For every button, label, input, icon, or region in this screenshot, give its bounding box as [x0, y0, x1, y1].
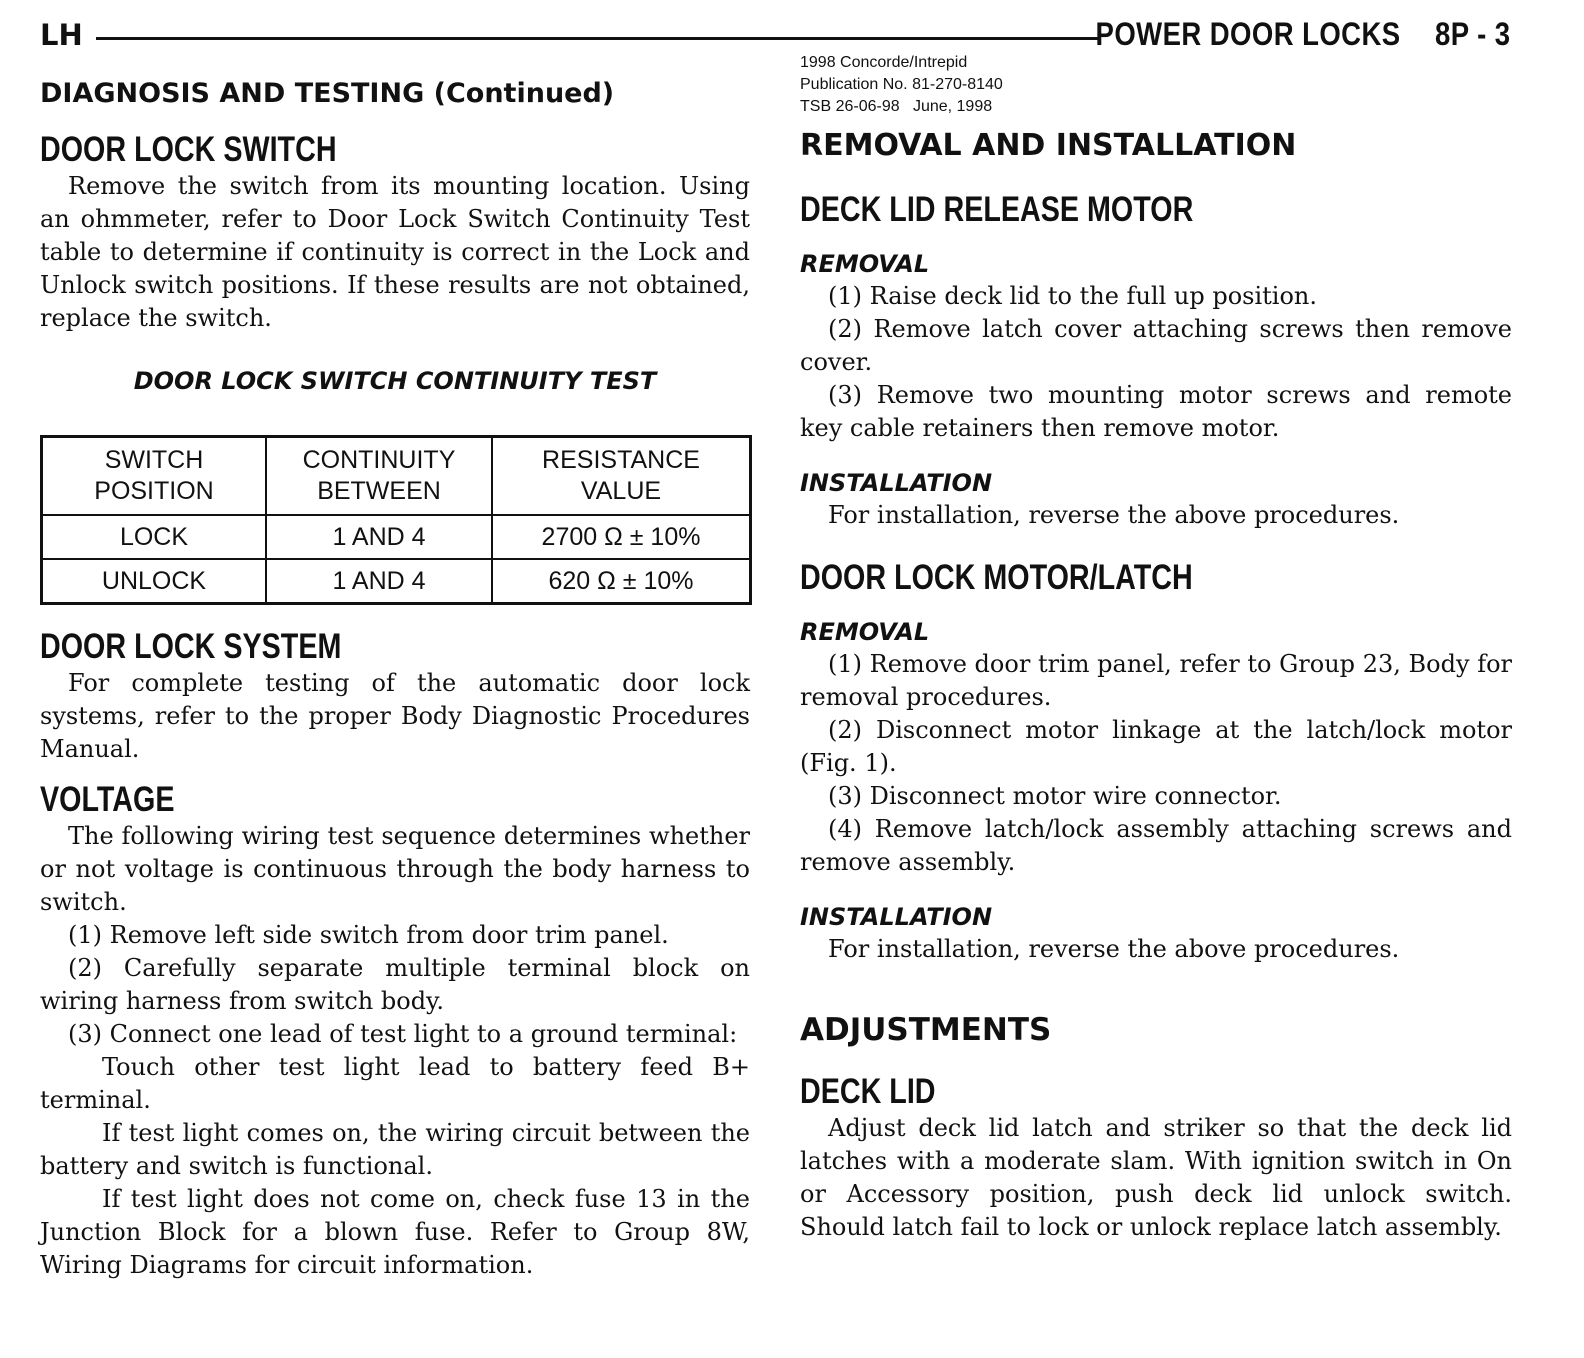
deck-lid-step-3: (3) Remove two mounting motor screws and remote key cable retainers then remove motor. [800, 381, 1512, 442]
tsb-line-2: Publication No. 81-270-8140 [800, 76, 1003, 93]
voltage-sub-1: Touch other test light lead to battery feed B+ terminal. [40, 1053, 750, 1114]
left-column [40, 74, 750, 1282]
deck-lid-step-2: (2) Remove latch cover attaching screws then remove cover. [800, 315, 1512, 376]
table-header-row [42, 437, 751, 516]
header-cell-continuity: CONTINUITY BETWEEN [266, 437, 492, 516]
tsb-notice [800, 52, 1003, 118]
header-rule [96, 37, 1100, 40]
group-heading-removal: REMOVAL AND INSTALLATION [800, 128, 1297, 163]
table-cell: LOCK [42, 515, 267, 559]
page-header [40, 14, 1510, 56]
deck-lid-step-1: (1) Raise deck lid to the full up position. [828, 282, 1317, 310]
group-heading-adjustments: ADJUSTMENTS [800, 1012, 1052, 1048]
heading-door-lock-motor-latch: DOOR LOCK MOTOR/LATCH [800, 558, 1193, 597]
table-title: DOOR LOCK SWITCH CONTINUITY TEST [133, 367, 657, 395]
header-right [1095, 16, 1510, 53]
subheading-installation-2: INSTALLATION [800, 903, 993, 931]
heading-voltage: VOLTAGE [40, 780, 175, 819]
table-row [42, 559, 751, 604]
door-motor-step-3: (3) Disconnect motor wire connector. [828, 782, 1282, 810]
page-number: 8P - 3 [1434, 16, 1510, 52]
table-cell: 1 AND 4 [266, 559, 492, 604]
header-left-tag: LH [40, 18, 83, 52]
section-title: POWER DOOR LOCKS [1095, 16, 1401, 52]
table-cell: 2700 Ω ± 10% [492, 515, 751, 559]
table-cell: UNLOCK [42, 559, 267, 604]
voltage-step-3: (3) Connect one lead of test light to a ground terminal: [68, 1020, 738, 1048]
continuity-test-table [40, 435, 752, 605]
door-lock-system-text: For complete testing of the automatic door lock systems, refer to the proper Body Diagnostic Procedures Manual. [40, 669, 750, 763]
voltage-sub-3: If test light does not come on, check fuse 13 in the Junction Block for a blown fuse. Refer to Group 8W, Wiring Diagrams for circuit information. [40, 1185, 750, 1279]
voltage-step-2: (2) Carefully separate multiple terminal block on wiring harness from switch body. [40, 954, 750, 1015]
voltage-intro: The following wiring test sequence determines whether or not voltage is continuous through the body harness to switch. [40, 822, 750, 916]
tsb-line-1: 1998 Concorde/Intrepid [800, 54, 968, 71]
tsb-line-3: TSB 26-06-98 June, 1998 [800, 98, 993, 115]
header-cell-switch-position: SWITCH POSITION [42, 437, 267, 516]
group-heading-diagnosis: DIAGNOSIS AND TESTING (Continued) [40, 78, 615, 109]
door-motor-installation-text: For installation, reverse the above procedures. [828, 935, 1400, 963]
heading-door-lock-switch: DOOR LOCK SWITCH [40, 130, 337, 169]
right-column [800, 126, 1512, 1244]
table-row [42, 515, 751, 559]
subheading-installation-1: INSTALLATION [800, 469, 993, 497]
door-motor-step-1: (1) Remove door trim panel, refer to Group 23, Body for removal procedures. [800, 650, 1512, 711]
heading-door-lock-system: DOOR LOCK SYSTEM [40, 627, 342, 666]
deck-lid-adjustment-text: Adjust deck lid latch and striker so that the deck lid latches with a moderate slam. With ignition switch in On or Accessory position, push deck lid unlock switch. Should latch fail to lock or unlock replace latch assembly. [800, 1114, 1512, 1241]
subheading-removal-2: REMOVAL [800, 618, 930, 646]
table-cell: 1 AND 4 [266, 515, 492, 559]
deck-lid-installation-text: For installation, reverse the above procedures. [828, 501, 1400, 529]
heading-deck-lid: DECK LID [800, 1072, 936, 1111]
header-cell-resistance: RESISTANCE VALUE [492, 437, 751, 516]
table-cell: 620 Ω ± 10% [492, 559, 751, 604]
heading-deck-lid-release-motor: DECK LID RELEASE MOTOR [800, 190, 1194, 229]
voltage-sub-2: If test light comes on, the wiring circuit between the battery and switch is functional. [40, 1119, 750, 1180]
subheading-removal-1: REMOVAL [800, 250, 930, 278]
door-motor-step-2: (2) Disconnect motor linkage at the latch/lock motor (Fig. 1). [800, 716, 1512, 777]
door-motor-step-4: (4) Remove latch/lock assembly attaching screws and remove assembly. [800, 815, 1512, 876]
door-lock-switch-text: Remove the switch from its mounting location. Using an ohmmeter, refer to Door Lock Switch Continuity Test table to determine if continuity is correct in the Lock and Unlock switch positions. If these results are not obtained, replace the switch. [40, 172, 750, 332]
voltage-step-1: (1) Remove left side switch from door trim panel. [68, 921, 669, 949]
